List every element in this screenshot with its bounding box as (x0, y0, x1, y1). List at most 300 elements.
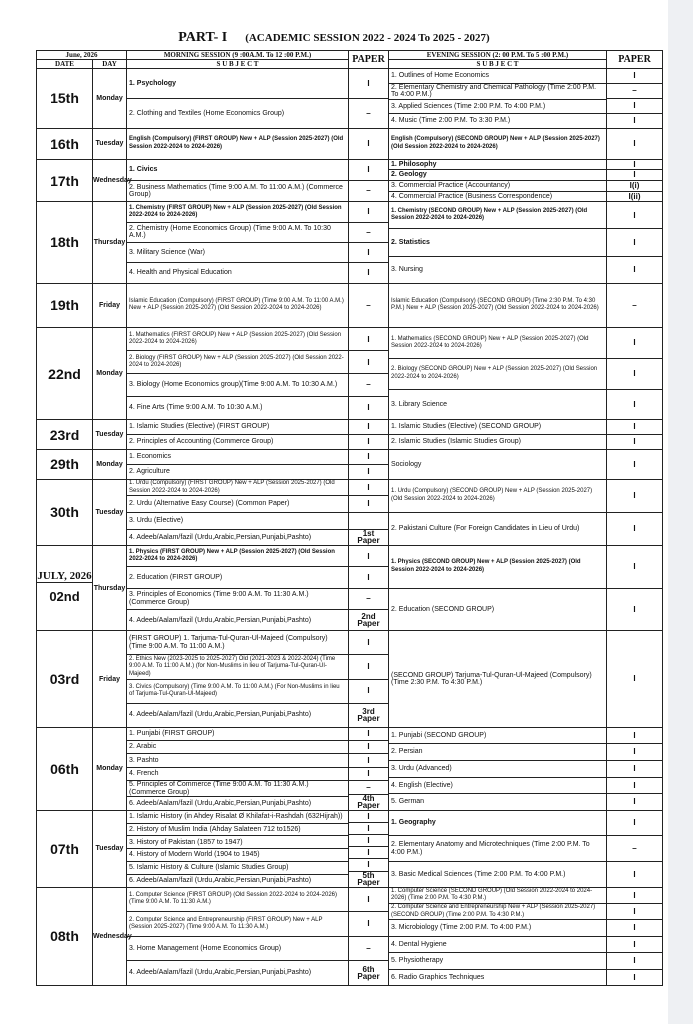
evening-subject: (SECOND GROUP) Tarjuma-Tul-Quran-Ul-Majeed (Compulsory) (Time 2:30 P.M. To 4:30 P.M.) (391, 671, 592, 686)
exam-row (37, 479, 663, 545)
morning-list (349, 480, 388, 545)
date-value: 08th (50, 928, 79, 945)
evening-subject: 3. Commercial Practice (Accountancy) (389, 181, 606, 192)
morning-paper: I (349, 567, 388, 588)
evening-cell (389, 202, 607, 283)
evening-subject: 2. Biology (SECOND GROUP) New + ALP (Session 2025-2027) (Old Session 2022-2024 to 2024-2026) (389, 359, 606, 390)
morning-cell (127, 810, 349, 887)
morning-cell (349, 887, 389, 985)
morning-paper: I (367, 138, 370, 148)
exam-row (37, 328, 663, 420)
morning-paper: I (349, 480, 388, 497)
page-margin (668, 0, 693, 1024)
paper-header-evening: PAPER (607, 51, 663, 69)
morning-cell (127, 727, 349, 810)
morning-subject: English (Compulsory) (FIRST GROUP) New + ALP (Session 2025-2027) (Old Session 2022-2024 to 2024-2026) (129, 136, 344, 150)
date-value: 03rd (49, 671, 80, 687)
morning-subject: 2. Principles of Accounting (Commerce Group) (129, 438, 274, 446)
day-cell: Monday (93, 328, 127, 420)
evening-subject: 2. Elementary Anatomy and Microtechniques (Time 2:00 P.M. To 4:00 P.M.) (389, 836, 606, 862)
morning-cell (349, 283, 389, 328)
morning-paper: – (366, 186, 371, 196)
morning-subject: 2. Computer Science and Entrepreneurship (FIRST GROUP) New + ALP (Session 2025-2027) (Time 9:00 A.M. To 11:30 A.M.) (127, 912, 348, 937)
evening-subject: 2. Pakistani Culture (For Foreign Candidates in Lieu of Urdu) (391, 525, 580, 533)
evening-list (607, 420, 662, 449)
evening-subject: 2. Persian (389, 744, 606, 761)
morning-paper: 6th Paper (357, 964, 380, 982)
exam-rows (37, 69, 663, 986)
morning-paper: 2nd Paper (357, 611, 380, 629)
evening-list (607, 480, 662, 545)
evening-cell (607, 420, 663, 450)
evening-subject: 4. Commercial Practice (Business Correspondence) (391, 192, 553, 200)
evening-paper: I (607, 420, 662, 435)
day-cell: Tuesday (93, 810, 127, 887)
morning-subject: 1. Punjabi (FIRST GROUP) (127, 728, 348, 741)
evening-paper: I (633, 604, 636, 614)
exam-row (37, 202, 663, 283)
morning-cell (349, 450, 389, 480)
morning-subject: 4. Adeeb/Aalam/fazil (Urdu,Arabic,Persian,Punjabi,Pashto) (129, 533, 312, 541)
morning-subject: 2. Ethics New (2023-2025 to 2025-2027) Old (2021-2023 & 2022-2024) (Time 9:00 A.M. To 11:00 A.M.) (for Non-Muslims in lieu of Tarjuma-Tul-Quran-Ul-Majeed) (127, 655, 348, 679)
evening-paper: – (607, 84, 662, 99)
evening-paper: I (633, 524, 636, 534)
morning-paper: 3rd Paper (357, 706, 380, 724)
evening-cell (607, 283, 663, 328)
morning-paper: I (349, 728, 388, 741)
day-cell: Friday (93, 631, 127, 727)
evening-header: EVENING SESSION (2: 00 P.M. To 5 :00 P.M.) (389, 51, 607, 60)
evening-cell (389, 128, 607, 159)
evening-paper: I (607, 888, 662, 904)
date-value: 06th (50, 760, 79, 777)
evening-subject: 4. Music (Time 2:00 P.M. To 3:30 P.M.) (391, 117, 511, 125)
exam-row (37, 727, 663, 810)
evening-paper: I (607, 328, 662, 359)
exam-row (37, 887, 663, 985)
morning-subject: 3. Pashto (127, 754, 348, 767)
morning-paper: – (349, 223, 388, 243)
exam-row (37, 631, 663, 727)
morning-cell (127, 546, 349, 631)
evening-cell (389, 159, 607, 202)
evening-subject: 3. Basic Medical Sciences (Time 2:00 P.M. To 4:00 P.M.) (391, 870, 566, 878)
evening-list (607, 129, 662, 159)
date-cell (37, 631, 93, 727)
morning-cell (349, 727, 389, 810)
morning-subject: 1. Economics (127, 450, 348, 465)
evening-subject: 1. Computer Science (SECOND GROUP) (Old Session 2022-2024 to 2024-2026) (Time 2:00 P.M. To 4:30 P.M.) (389, 888, 606, 904)
evening-subject: 3. Applied Sciences (Time 2:00 P.M. To 4:00 P.M.) (389, 100, 606, 115)
evening-paper: I (607, 744, 662, 761)
evening-paper: I (633, 869, 636, 879)
day-cell: Thursday (93, 202, 127, 283)
evening-list (389, 631, 606, 726)
evening-subject: Islamic Education (Compulsory) (SECOND GROUP) (Time 2:30 P.M. To 4:30 P.M.) New + ALP (Session 2025-2027) (Old Session 2022-2024 to 2024-2026) (391, 297, 599, 312)
morning-cell (127, 69, 349, 129)
morning-paper: I (349, 912, 388, 937)
evening-cell (607, 631, 663, 727)
evening-subject: 1. Islamic Studies (Elective) (SECOND GROUP) (389, 420, 606, 435)
evening-subject: 5. German (391, 798, 425, 806)
morning-subject: 1. Islamic History (in Ahdey Risalat Ø Khilafat-i-Rashdah (632Hijrah)) (127, 811, 348, 824)
evening-subject: 2. Computer Science and Entrepreneurship New + ALP (Session 2025-2027) (SECOND GROUP) (Time 2:00 P.M. To 4:30 P.M.) (389, 904, 606, 920)
morning-subject: 4. Adeeb/Aalam/fazil (Urdu,Arabic,Persian,Punjabi,Pashto) (129, 616, 312, 624)
evening-subject: 2. Islamic Studies (Islamic Studies Group) (391, 438, 521, 446)
morning-paper: I (349, 160, 388, 181)
day-cell: Monday (93, 69, 127, 129)
subject-header-evening: S U B J E C T (389, 60, 607, 69)
morning-list (349, 546, 388, 630)
morning-subject: 3. History of Pakistan (1857 to 1947) (127, 836, 348, 849)
morning-paper: I (349, 823, 388, 835)
morning-list (127, 480, 348, 545)
morning-cell (349, 479, 389, 545)
morning-paper: I (349, 859, 388, 871)
evening-cell (389, 810, 607, 887)
date-value: 15th (50, 90, 79, 107)
morning-subject: 6. Adeeb/Aalam/fazil (Urdu,Arabic,Persian,Punjabi,Pashto) (129, 877, 312, 885)
evening-list (607, 450, 662, 479)
morning-subject: 1. Computer Science (FIRST GROUP) (Old Session 2022-2024 to 2024-2026) (Time 9:00 A.M. To 11:30 A.M.) (127, 888, 348, 913)
morning-subject: 4. Fine Arts (Time 9:00 A.M. To 10:30 A.M.) (129, 404, 263, 412)
date-cell (37, 546, 93, 631)
exam-row (37, 128, 663, 159)
part-title: PART- I (178, 30, 228, 45)
date-cell (37, 159, 93, 202)
day-cell: Wednesday (93, 887, 127, 985)
evening-paper: I (607, 920, 662, 936)
evening-cell (389, 283, 607, 328)
evening-subject: 1. Geography (389, 811, 606, 837)
morning-list (127, 546, 348, 630)
date-cell (37, 727, 93, 810)
evening-subject: 3. Urdu (Advanced) (389, 761, 606, 778)
evening-list (389, 811, 606, 887)
evening-cell (607, 727, 663, 810)
evening-list (389, 202, 606, 282)
morning-cell (349, 546, 389, 631)
evening-cell (389, 420, 607, 450)
evening-paper: I (607, 811, 662, 837)
evening-subject: 4. English (Elective) (389, 778, 606, 795)
evening-cell (607, 546, 663, 631)
morning-cell (127, 328, 349, 420)
morning-cell (349, 328, 389, 420)
morning-cell (127, 631, 349, 727)
evening-paper: I (607, 480, 662, 513)
date-value: 07th (50, 840, 79, 857)
morning-header: MORNING SESSION (9 :00A.M. To 12 :00 P.M.) (127, 51, 349, 60)
evening-subject: 1. Punjabi (SECOND GROUP) (389, 728, 606, 745)
morning-subject: 5. Islamic History & Culture (Islamic Studies Group) (127, 862, 348, 875)
evening-subject: 1. Mathematics (SECOND GROUP) New + ALP (Session 2025-2027) (Old Session 2022-2024 to 2024-2026) (389, 328, 606, 359)
evening-cell (389, 479, 607, 545)
evening-cell (389, 631, 607, 727)
morning-subject: 3. Principles of Economics (Time 9:00 A.M. To 11:30 A.M.) (Commerce Group) (127, 589, 348, 610)
date-cell (37, 420, 93, 450)
date-cell (37, 69, 93, 129)
evening-cell (389, 69, 607, 129)
morning-paper: I (349, 811, 388, 823)
morning-subject: 2. Education (FIRST GROUP) (127, 567, 348, 588)
morning-cell (349, 159, 389, 202)
morning-cell (349, 810, 389, 887)
morning-subject: 1. Civics (127, 160, 348, 181)
morning-list (127, 69, 348, 128)
exam-row (37, 450, 663, 480)
morning-list (127, 631, 348, 726)
evening-subject: 2. Education (SECOND GROUP) (391, 605, 495, 613)
evening-list (607, 284, 662, 328)
morning-subject: 3. Civics (Compulsory) (Time 9:00 A.M. To 11:00 A.M.) (For Non-Muslims in lieu of Tarjuma-Tul-Quran-Ul-Majeed) (127, 680, 348, 704)
evening-list (389, 328, 606, 419)
evening-paper: I (633, 674, 636, 684)
evening-list (607, 728, 662, 810)
morning-cell (127, 202, 349, 283)
morning-paper: I (349, 69, 388, 99)
evening-list (389, 69, 606, 128)
evening-subject: 5. Physiotherapy (389, 953, 606, 969)
morning-paper: – (366, 108, 371, 118)
morning-list (127, 420, 348, 449)
morning-list (349, 129, 388, 159)
morning-paper: I (349, 655, 388, 679)
date-cell (37, 887, 93, 985)
date-cell (37, 328, 93, 420)
morning-paper: I (349, 546, 388, 567)
morning-list (127, 160, 348, 202)
evening-cell (607, 159, 663, 202)
morning-subject: 2. Clothing and Textiles (Home Economics Group) (129, 109, 285, 117)
morning-paper: – (349, 937, 388, 962)
date-value: 17th (50, 172, 79, 189)
morning-subject: 2. Urdu (Alternative Easy Course) (Common Paper) (127, 496, 348, 513)
morning-subject: 2. History of Muslim India (Ahday Salateen 712 to1526) (127, 824, 348, 837)
evening-paper: I (633, 116, 636, 126)
date-value: 22nd (48, 365, 81, 382)
morning-list (127, 129, 348, 159)
morning-list (127, 284, 348, 328)
morning-cell (127, 450, 349, 480)
evening-list (607, 202, 662, 282)
evening-list (607, 160, 662, 202)
evening-cell (607, 328, 663, 420)
evening-cell (607, 69, 663, 129)
morning-paper: I (349, 496, 388, 513)
morning-paper: I (349, 202, 388, 222)
morning-cell (127, 479, 349, 545)
morning-subject: Islamic Education (Compulsory) (FIRST GROUP) (Time 9:00 A.M. To 11:00 A.M.) New + ALP (Session 2025-2027) (Old Session 2022-2024 to 2024-2026) (129, 297, 344, 312)
date-top-header: June, 2026 (37, 51, 127, 60)
exam-row (37, 546, 663, 631)
date-value: 02nd (49, 589, 80, 605)
evening-list (389, 129, 606, 159)
morning-cell (127, 128, 349, 159)
morning-list (349, 631, 388, 726)
date-value: 16th (50, 135, 79, 152)
date-value: 23rd (49, 426, 80, 443)
evening-list (389, 160, 606, 202)
evening-list (607, 888, 662, 985)
morning-list (127, 811, 348, 887)
evening-paper: I (607, 229, 662, 256)
morning-cell (127, 420, 349, 450)
evening-subject: 2. Geology (389, 170, 606, 181)
evening-paper: I (633, 138, 636, 148)
evening-subject: 1. Chemistry (SECOND GROUP) New + ALP (Session 2025-2027) (Old Session 2022-2024 to 2024-2026) (389, 202, 606, 229)
morning-paper: I (349, 680, 388, 704)
evening-paper: I (607, 728, 662, 745)
evening-cell (389, 887, 607, 985)
morning-paper: I (349, 328, 388, 351)
paper-header-morning: PAPER (349, 51, 389, 69)
date-cell (37, 128, 93, 159)
morning-subject: 6. Adeeb/Aalam/fazil (Urdu,Arabic,Persian,Punjabi,Pashto) (129, 799, 312, 807)
evening-list (389, 450, 606, 479)
day-cell: Tuesday (93, 479, 127, 545)
morning-paper: I (349, 420, 388, 435)
morning-subject: 4. French (127, 768, 348, 781)
evening-subject: 6. Radio Graphics Techniques (391, 973, 485, 981)
morning-paper: I (349, 450, 388, 465)
evening-subject: 2. Statistics (389, 229, 606, 256)
evening-paper: – (607, 836, 662, 862)
evening-cell (607, 128, 663, 159)
evening-cell (607, 810, 663, 887)
evening-paper: I (633, 437, 636, 447)
day-cell: Tuesday (93, 128, 127, 159)
evening-paper: I(i) (607, 181, 662, 192)
morning-paper (349, 513, 388, 530)
day-cell: Monday (93, 727, 127, 810)
morning-paper: I (349, 243, 388, 263)
morning-paper: I (349, 888, 388, 913)
evening-subject: 1. Outlines of Home Economics (389, 69, 606, 84)
morning-subject: (FIRST GROUP) 1. Tarjuma-Tul-Quran-Ul-Majeed (Compulsory) (Time 9:00 A.M. To 11:00 A.M.) (127, 631, 348, 655)
morning-cell (127, 283, 349, 328)
morning-subject: 2. Business Mathematics (Time 9:00 A.M. To 11:00 A.M.) (Commerce Group) (129, 183, 343, 199)
morning-subject: 1. Psychology (127, 69, 348, 99)
evening-list (389, 420, 606, 449)
evening-paper: I (607, 99, 662, 114)
evening-paper: I (607, 160, 662, 171)
morning-paper: I (367, 268, 370, 278)
morning-subject: 5. Principles of Commerce (Time 9:00 A.M. To 11:30 A.M.) (Commerce Group) (127, 781, 348, 797)
morning-cell (349, 69, 389, 129)
evening-paper: I(ii) (628, 191, 641, 201)
date-value: 30th (50, 504, 79, 521)
date-value: 18th (50, 234, 79, 251)
day-header: DAY (93, 60, 127, 69)
morning-list (349, 420, 388, 449)
evening-paper: I (607, 937, 662, 953)
morning-paper: 4th Paper (357, 793, 380, 811)
morning-list (349, 69, 388, 128)
morning-list (127, 202, 348, 282)
exam-row (37, 810, 663, 887)
morning-subject: 4. Adeeb/Aalam/fazil (Urdu,Arabic,Persian,Punjabi,Pashto) (129, 711, 312, 719)
morning-paper: I (367, 403, 370, 413)
morning-list (349, 728, 388, 810)
evening-paper: I (607, 761, 662, 778)
date-cell (37, 202, 93, 283)
morning-list (349, 811, 388, 887)
evening-list (389, 480, 606, 545)
morning-paper: I (349, 847, 388, 859)
evening-list (607, 328, 662, 419)
morning-subject: 4. History of Modern World (1904 to 1945) (127, 849, 348, 862)
evening-cell (607, 450, 663, 480)
morning-cell (349, 631, 389, 727)
morning-subject: 1. Islamic Studies (Elective) (FIRST GROUP) (127, 420, 348, 435)
evening-cell (389, 328, 607, 420)
morning-paper: – (349, 374, 388, 397)
morning-paper: 5th Paper (357, 870, 380, 888)
evening-paper: I (607, 202, 662, 229)
evening-paper: I (607, 904, 662, 920)
day-cell: Tuesday (93, 420, 127, 450)
morning-list (349, 328, 388, 419)
morning-list (349, 202, 388, 282)
evening-subject: 1. Philosophy (389, 160, 606, 171)
date-cell (37, 450, 93, 480)
evening-cell (389, 727, 607, 810)
morning-subject: 4. Adeeb/Aalam/fazil (Urdu,Arabic,Persian,Punjabi,Pashto) (129, 969, 312, 977)
morning-cell (127, 887, 349, 985)
morning-cell (349, 128, 389, 159)
evening-cell (389, 546, 607, 631)
date-value: 19th (50, 297, 79, 314)
morning-subject: 2. Biology (FIRST GROUP) New + ALP (Session 2025-2027) (Old Session 2022-2024 to 2024-2026) (127, 351, 348, 374)
exam-row (37, 159, 663, 202)
morning-subject: 1. Mathematics (FIRST GROUP) New + ALP (Session 2025-2027) (Old Session 2022-2024 to 2024-2026) (127, 328, 348, 351)
morning-paper: I (349, 631, 388, 655)
morning-list (349, 888, 388, 985)
morning-list (127, 888, 348, 985)
morning-paper: – (349, 781, 388, 794)
evening-subject: 3. Microbiology (Time 2:00 P.M. To 4:00 P.M.) (389, 920, 606, 936)
evening-paper: I (607, 170, 662, 181)
evening-paper: I (633, 459, 636, 469)
date-cell (37, 479, 93, 545)
morning-paper: – (366, 300, 371, 310)
morning-list (349, 450, 388, 479)
evening-cell (607, 887, 663, 985)
morning-subject: 3. Urdu (Elective) (127, 513, 348, 530)
evening-list (607, 811, 662, 887)
evening-list (389, 728, 606, 810)
morning-cell (349, 202, 389, 283)
evening-list (389, 284, 606, 328)
evening-paper: – (632, 300, 637, 310)
morning-paper: I (367, 467, 370, 477)
evening-subject: English (Compulsory) (SECOND GROUP) New + ALP (Session 2025-2027) (Old Session 2022-2024 to 2024-2026) (391, 136, 600, 150)
evening-paper: I (633, 972, 636, 982)
evening-cell (607, 479, 663, 545)
morning-cell (127, 159, 349, 202)
evening-paper: I (607, 778, 662, 795)
evening-cell (389, 450, 607, 480)
date-header: DATE (37, 60, 93, 69)
session-title: (ACADEMIC SESSION 2022 - 2024 To 2025 - 2027) (245, 32, 490, 44)
evening-subject: 1. Physics (SECOND GROUP) New + ALP (Session 2025-2027) (Old Session 2022-2024 to 2024-2026) (389, 546, 606, 589)
day-cell: Monday (93, 450, 127, 480)
morning-list (127, 450, 348, 479)
month-label: JULY, 2026 (37, 570, 92, 583)
page-title (0, 28, 668, 46)
evening-list (389, 888, 606, 985)
